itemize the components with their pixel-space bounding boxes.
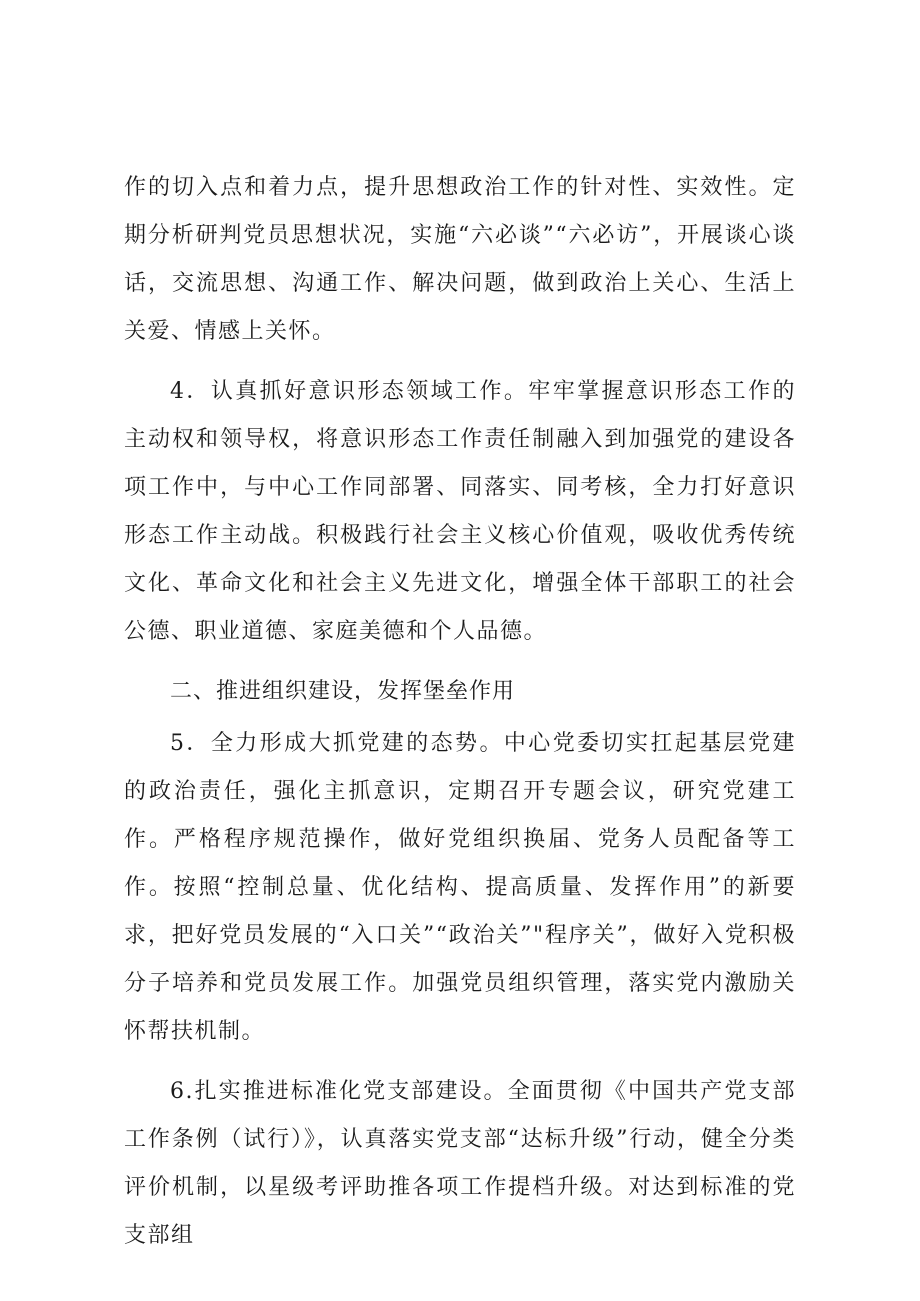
paragraph-item-4: 4．认真抓好意识形态领域工作。牢牢掌握意识形态工作的主动权和领导权，将意识形态工作责任制融入到加强党的建设各项工作中，与中心工作同部署、同落实、同考核，全力打好意识形态工作主动战。积极践行社会主义核心价值观，吸收优秀传统文化、革命文化和社会主义先进文化，增强全体干部职工的社会公德、职业道德、家庭美德和个人品德。: [124, 379, 796, 644]
paragraph-item-6: 6.扎实推进标准化党支部建设。全面贯彻《中国共产党支部工作条例（试行）》，认真落实党支部“达标升级”行动，健全分类评价机制，以星级考评助推各项工作提档升级。对达到标准的党支部组: [124, 1079, 796, 1248]
paragraph-continuation: 作的切入点和着力点，提升思想政治工作的针对性、实效性。定期分析研判党员思想状况，实施“六必谈”“六必访”，开展谈心谈话，交流思想、沟通工作、解决问题，做到政治上关心、生活上关爱、情感上关怀。: [124, 175, 796, 344]
paragraph-item-5: 5．全力形成大抓党建的态势。中心党委切实扛起基层党建的政治责任，强化主抓意识，定期召开专题会议，研究党建工作。严格程序规范操作，做好党组织换届、党务人员配备等工作。按照“控制总量、优化结构、提高质量、发挥作用”的新要求，把好党员发展的“入口关”“政治关”"程序关”，做好入党积极分子培养和党员发展工作。加强党员组织管理，落实党内激励关怀帮扶机制。: [124, 731, 796, 1044]
section-heading: 二、推进组织建设，发挥堡垒作用: [170, 679, 516, 704]
document-body: [124, 164, 796, 1272]
